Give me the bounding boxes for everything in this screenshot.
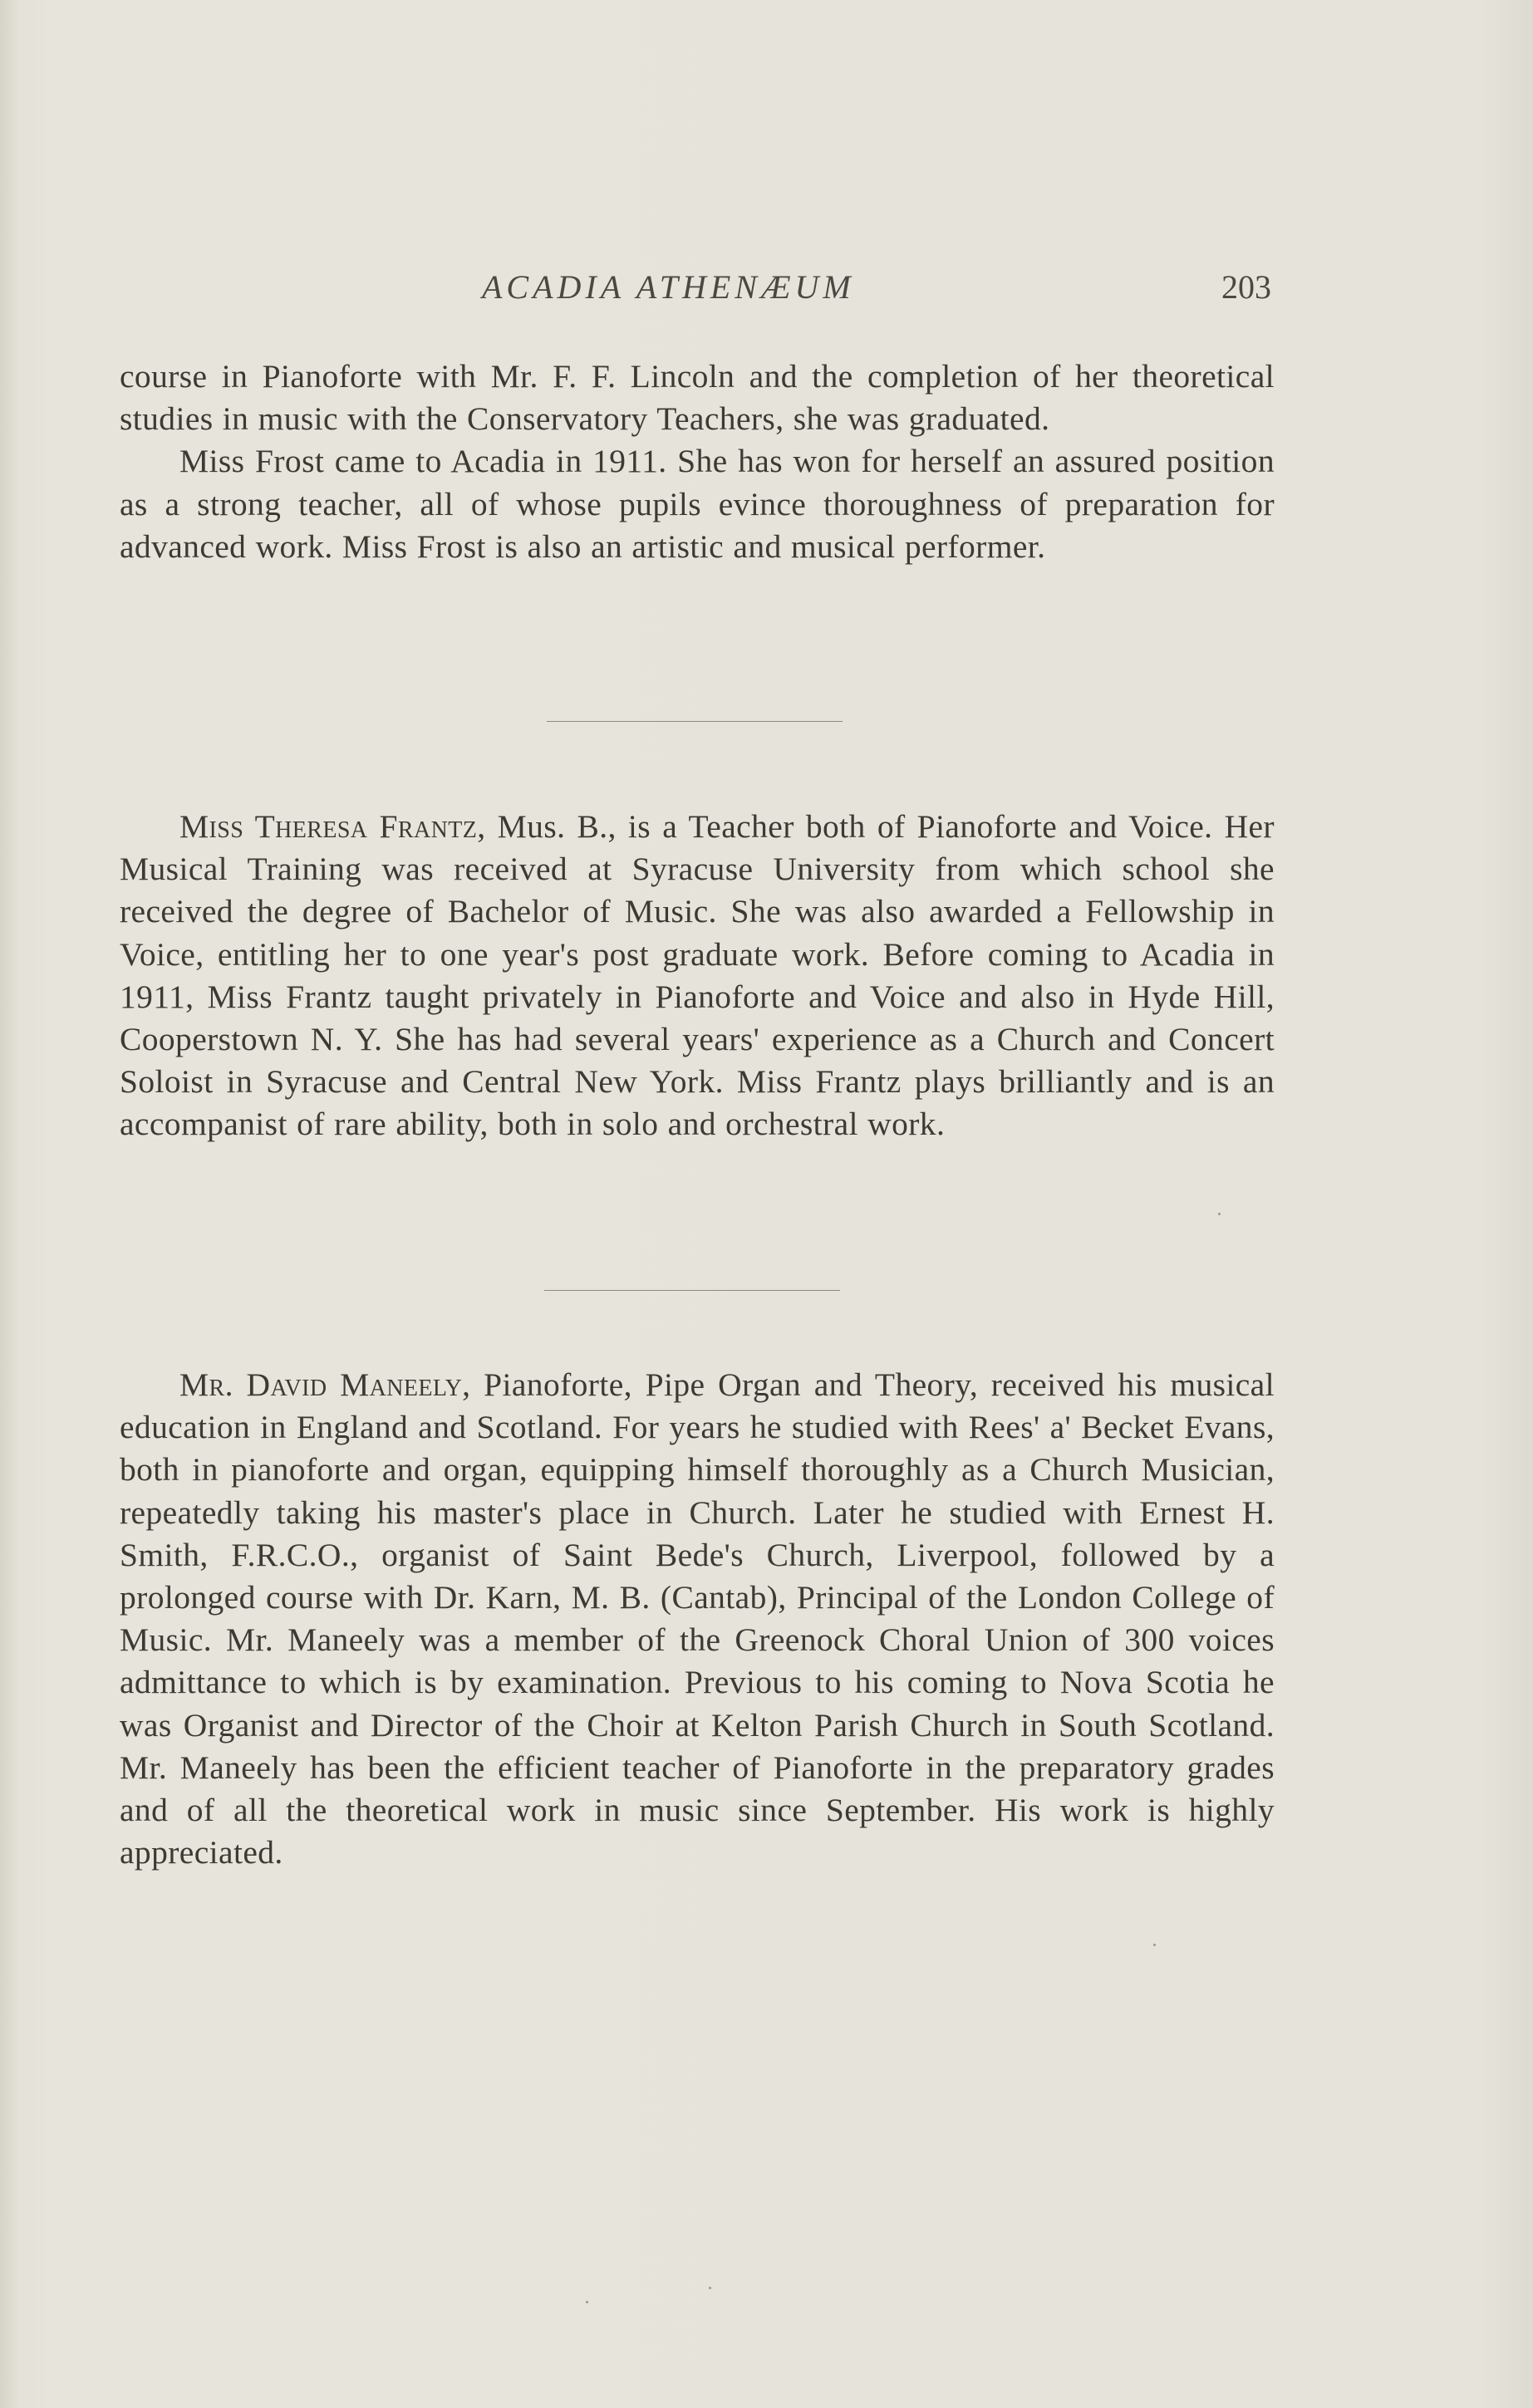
paragraph-maneely-body: Pianoforte, Pipe Organ and Theory, received his musical education in England and Scotland. For years he studied with Rees' a' Becket Evans, both in pianoforte and organ, equipping himself thoroughly as a Church Musician, repeatedly taking his master's place in Church. Later he studied with Ernest H. Smith, F.R.C.O., organist of Saint Bede's Church, Liverpool, followed by a prolonged course with Dr. Karn, M. B. (Cantab), Principal of the London College of Music. Mr. Maneely was a member of the Greenock Choral Union of 300 voices admittance to which is by examination. Previous to his coming to Nova Scotia he was Organist and Director of the Choir at Kelton Parish Church in South Scotland. Mr. Maneely has been the efficient teacher of Pianoforte in the preparatory grades and of all the theoretical work in music since September. His work is highly appreciated. xyxy=(120,1366,1275,1871)
page-number: 203 xyxy=(1221,268,1271,306)
paragraph-frost: Miss Frost came to Acadia in 1911. She has won for herself an assured position as a strong teacher, all of whose pupils evince thoroughness of preparation for advanced work. Miss Frost is also an artistic and musical performer. xyxy=(120,443,1275,565)
section-divider xyxy=(544,1290,840,1291)
section-frost xyxy=(120,356,1275,568)
section-maneely xyxy=(120,1364,1275,1874)
section-divider xyxy=(547,721,843,722)
name-maneely: Mr. David Maneely, xyxy=(179,1366,471,1403)
paper-speck xyxy=(1153,1944,1156,1946)
running-title: ACADIA ATHENÆUM xyxy=(482,268,855,306)
paragraph-frantz xyxy=(120,806,1275,1146)
paper-speck xyxy=(709,2287,711,2289)
paper-speck xyxy=(586,2301,588,2303)
paragraph-frost-continued: course in Pianoforte with Mr. F. F. Lincoln and the completion of her theoretical studies in music with the Conservatory Teachers, she was graduated. xyxy=(120,358,1275,438)
paper-speck xyxy=(1218,1213,1221,1215)
paragraph-frantz-body: Mus. B., is a Teacher both of Pianoforte and Voice. Her Musical Training was received at Syracuse University from which school she received the degree of Bachelor of Music. She was also awarded a Fellowship in Voice, entitling her to one year's post graduate work. Before coming to Acadia in 1911, Miss Frantz taught privately in Pianoforte and Voice and also in Hyde Hill, Cooperstown N. Y. She has had several years' experience as a Church and Concert Soloist in Syracuse and Central New York. Miss Frantz plays brilliantly and is an accompanist of rare ability, both in solo and orchestral work. xyxy=(120,808,1275,1143)
paragraph-maneely xyxy=(120,1364,1275,1874)
name-frantz: Miss Theresa Frantz, xyxy=(179,808,486,845)
running-head xyxy=(0,267,1533,317)
section-frantz xyxy=(120,806,1275,1146)
